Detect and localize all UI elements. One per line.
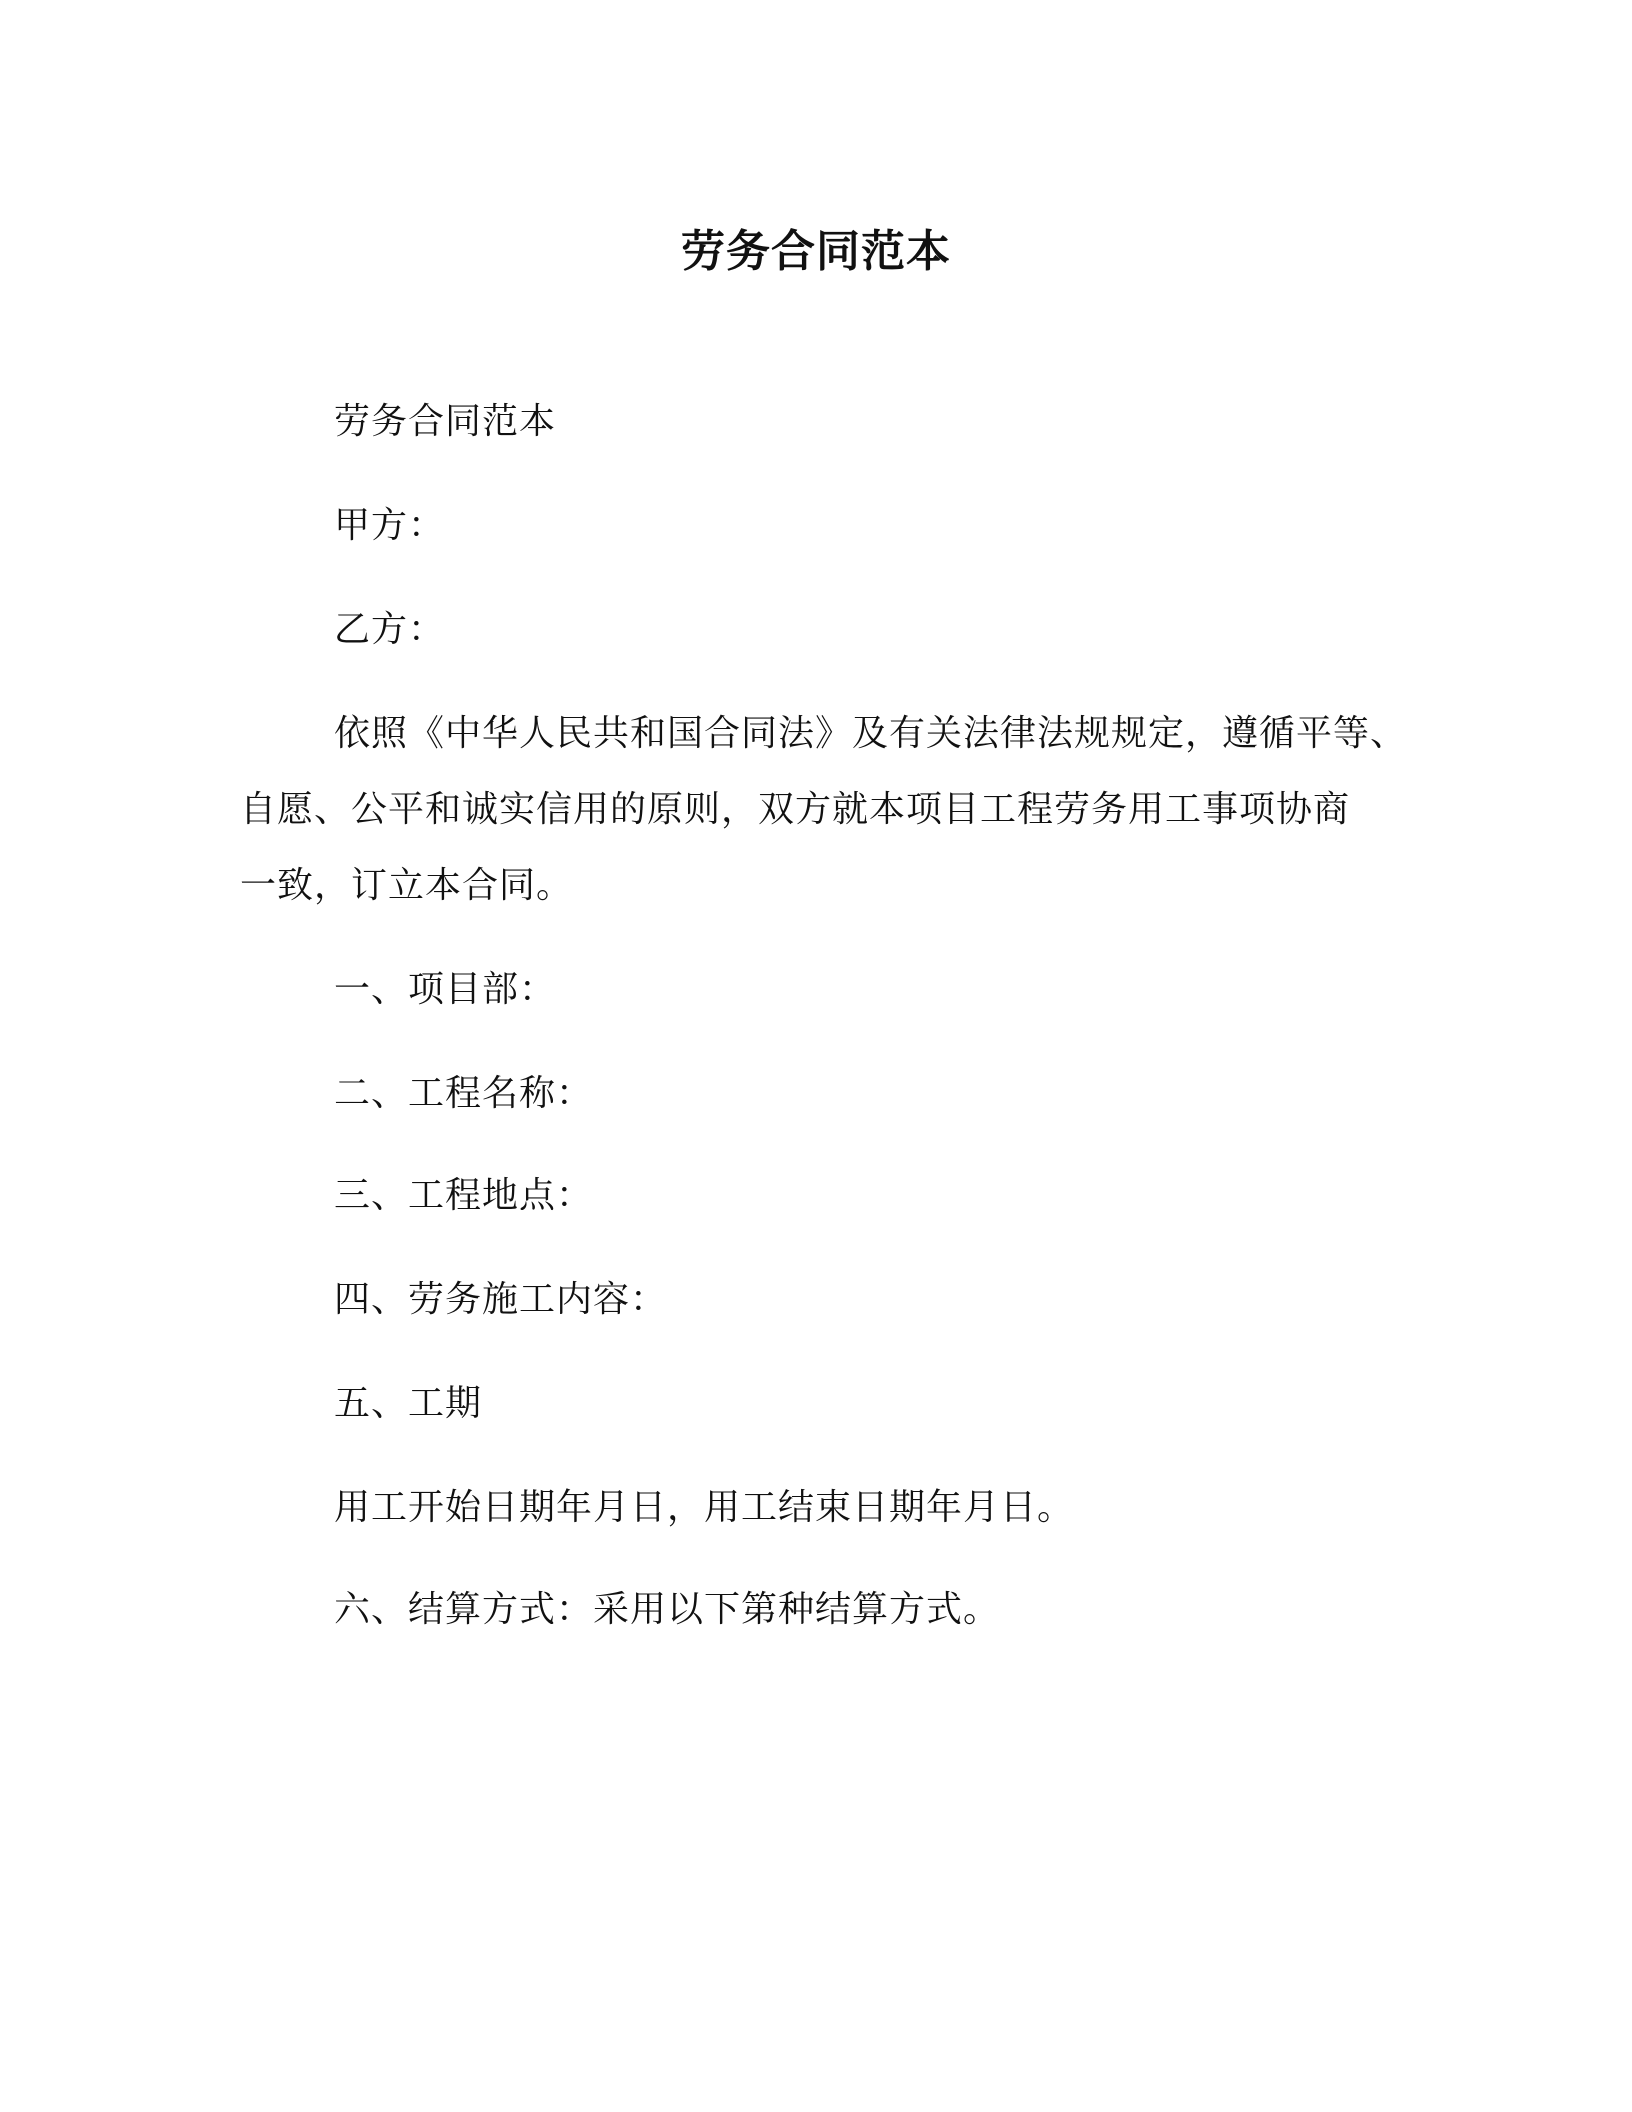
preamble-line-2: 自愿、公平和诚实信用的原则，双方就本项目工程劳务用工事项协商 xyxy=(240,789,1351,830)
clause-labor-content: 四、劳务施工内容： xyxy=(334,1279,668,1320)
clause-project-dept: 一、项目部： xyxy=(334,969,557,1010)
preamble-line-1: 依照《中华人民共和国合同法》及有关法律法规规定，遵循平等、 xyxy=(334,713,1408,754)
clause-project-name: 二、工程名称： xyxy=(334,1073,594,1114)
clause-period-heading: 五、工期 xyxy=(334,1383,483,1424)
clause-period-text: 用工开始日期年月日，用工结束日期年月日。 xyxy=(334,1487,1075,1528)
party-a-label: 甲方： xyxy=(334,505,446,546)
clause-settlement: 六、结算方式：采用以下第种结算方式。 xyxy=(334,1589,1001,1630)
preamble-line-3: 一致，订立本合同。 xyxy=(240,865,574,906)
document-title: 劳务合同范本 xyxy=(681,226,951,277)
clause-project-location: 三、工程地点： xyxy=(334,1175,594,1216)
party-b-label: 乙方： xyxy=(334,609,446,650)
document-subtitle: 劳务合同范本 xyxy=(334,401,557,442)
